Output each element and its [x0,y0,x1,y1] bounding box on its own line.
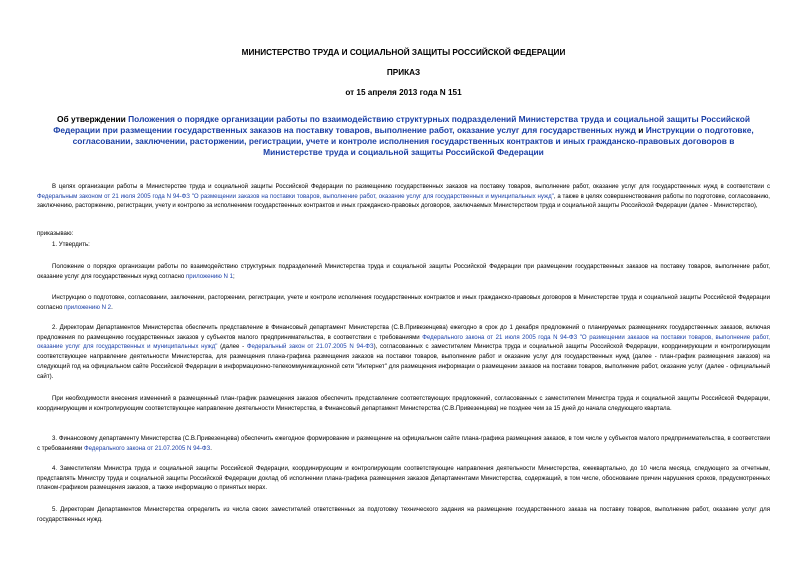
p3-text-1: 2. Директорам Департаментов Министерства обеспечить представление в Финансовый департамент Министерства (С.В.Привезенцева) ежегодно в срок до 1 декабря предложений о планируемых размещениях государственных заказов, включая предложения по размещению государственных заказов у субъектов малого предпринимательства, в соответствии с требованиями [37,324,770,341]
p1-text-2: ; [233,272,235,280]
p3-law-short-link[interactable]: Федеральный закон от 21.07.2005 N 94-ФЗ [246,343,374,351]
order-word: приказываю: [37,230,74,237]
appendix-1-link[interactable]: приложению N 1 [185,272,234,280]
paragraph-item-2 [37,323,770,381]
paragraph-item-4: 4. Заместителям Министра труда и социальной защиты Российской Федерации, координирующим и контролирующим соответствующие направления деятельности Министерства, ежеквартально, до 10 числа месяца, следующего за отчетным, представлять Министру труда и социальной защиты Российской Федерации доклад об исполнении плана-графика размещения заказов Департаментами Министерства, содержащий, в том числе, обоснование причин нарушения сроков, предусмотренных планом-графиком размещения заказов, а также информацию о принятых мерах. [37,465,770,492]
preamble-law-link[interactable]: Федеральным законом от 21 июля 2005 года N 94-ФЗ "О размещении заказов на поставки товаров, выполнение работ, оказание услуг для государственных и муниципальных нужд" [37,192,554,200]
p3-law-link[interactable]: Федерального закона от 21 июля 2005 года N 94-ФЗ "О размещении заказов на поставки товаров, выполнение работ, оказание услуг для государственных и муниципальных нужд" [37,333,770,351]
p5-text-1: 3. Финансовому департаменту Министерства (С.В.Привезенцева) обеспечить ежегодное формирование и размещение на официальном сайте плана-графика размещения заказов, в том числе у субъектов малого предпринимательства, в соответствии с требованиями [37,435,770,452]
paragraph-plan-changes: При необходимости внесения изменений в размещенный план-график размещения заказов обеспечить представление соответствующих предложений, согласованных с заместителем Министра труда и социальной защиты Российской Федерации, координирующим и контролирующим соответствующее направление деятельности Министерства, в Финансовый департамент Министерства (С.В.Привезенцева) не позднее чем за 15 дней до начала следующего квартала. [37,395,770,412]
title-link-regulation[interactable]: Положения о порядке организации работы по взаимодействию структурных подразделений Министерства труда и социальной защиты Российской Федерации при размещении государственных заказов на поставку товаров, выполнение работ, оказание услуг для государственных нужд [53,114,751,135]
title-link-instruction[interactable]: Инструкции о подготовке, согласовании, заключении, расторжении, регистрации, учете и контроле исполнения государственных контрактов и иных гражданско-правовых договоров в Министерстве труда и социальной защиты Российской Федерации [72,125,754,157]
doc-type-heading: ПРИКАЗ [386,68,421,77]
preamble-text-1: В целях организации работы в Министерстве труда и социальной защиты Российской Федерации по размещению государственных заказов на поставку товаров, выполнение работ, оказание услуг для государственных нужд в соответствии с [52,183,770,190]
p3-text-2: (далее - [217,343,247,351]
paragraph-approve-instruction [37,293,770,312]
date-number-heading: от 15 апреля 2013 года N 151 [345,88,462,97]
p1-text-1: Положение о порядке организации работы по взаимодействию структурных подразделений Министерства труда и социальной защиты Российской Федерации при размещении государственных заказов на поставку товаров, выполнение работ, оказание услуг для государственных нужд согласно [37,263,770,280]
preamble-text-2: , а также в целях совершенствования работы по подготовке, согласованию, заключению, расторжению, регистрации, учету и контролю за исполнением государственных контрактов и иных гражданско-правовых договоров, заключаемых Министерством труда и социальной защиты Российской Федерации (далее - Министерство), [37,192,770,210]
p5-law-link[interactable]: Федерального закона от 21.07.2005 N 94-ФЗ [84,444,211,452]
document-title [44,114,763,158]
p3-text-3: ), согласованных с заместителем Министра труда и социальной защиты Российской Федерации, координирующим и контролирующим соответствующее направление деятельности Министерства, для размещения плана-графика размещения заказов на поставки товаров, выполнение работ и оказание услуг для государственных нужд (далее - план-график размещения заказов) на следующий год на официальном сайте Российской Федерации в информационно-телекоммуникационной сети "Интернет" для размещения информации о размещении заказов на поставки товаров, выполнение работ, оказание услуг (далее - официальный сайт). [37,343,770,380]
paragraph-item-5: 5. Директорам Департаментов Министерства определить из числа своих заместителей ответственных за подготовку технического задания на размещение государственного заказа на поставку товаров, выполнение работ, оказание услуг для государственных нужд. [37,506,770,523]
p2-text-2: . [111,303,113,311]
paragraph-item-3 [37,434,770,453]
title-prefix: Об утверждении [56,114,129,124]
title-mid: и [635,125,646,135]
paragraph-approve-regulation [37,262,770,281]
p2-text-1: Инструкцию о подготовке, согласовании, заключении, расторжении, регистрации, учете и контроле исполнения государственных контрактов и иных гражданско-правовых договоров в Министерстве труда и социальной защиты Российской Федерации согласно [37,294,770,311]
appendix-2-link[interactable]: приложению N 2 [64,303,112,311]
p5-text-2: . [210,444,212,452]
item-1-heading: 1. Утвердить: [52,241,90,248]
ministry-heading: МИНИСТЕРСТВО ТРУДА И СОЦИАЛЬНОЙ ЗАЩИТЫ РОССИЙСКОЙ ФЕДЕРАЦИИ [241,48,566,57]
preamble-paragraph [37,182,770,211]
